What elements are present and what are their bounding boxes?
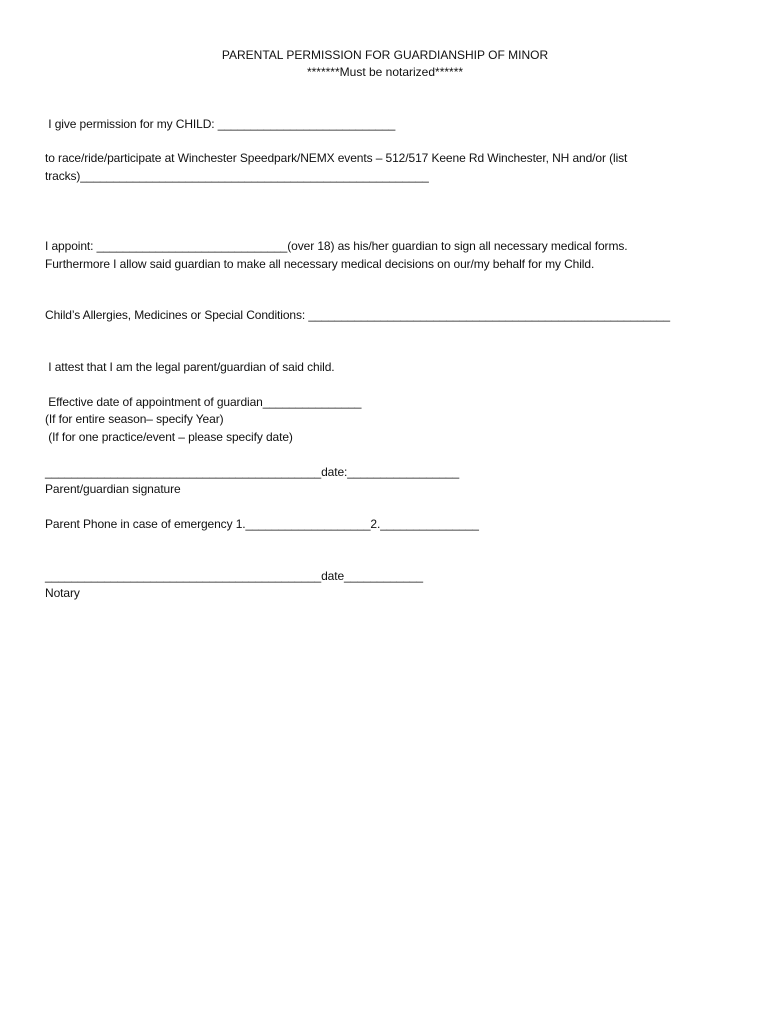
- medical-decisions-line: Furthermore I allow said guardian to make all necessary medical decisions on our/my behalf for my Child.: [45, 257, 595, 271]
- notary-label: Notary: [45, 586, 80, 600]
- emergency-phone-line: Parent Phone in case of emergency 1.___________________2._______________: [45, 517, 479, 531]
- event-note: (If for one practice/event – please specify date): [45, 430, 293, 444]
- effective-date-line: Effective date of appointment of guardian_______________: [45, 395, 362, 409]
- tracks-line: tracks)_____________________________________________________: [45, 169, 429, 183]
- allergies-line: Child’s Allergies, Medicines or Special Conditions: _______________________________________________________: [45, 308, 670, 322]
- attest-line: I attest that I am the legal parent/guardian of said child.: [45, 360, 335, 374]
- parent-signature-label: Parent/guardian signature: [45, 482, 181, 496]
- appoint-guardian-line: I appoint: _____________________________(over 18) as his/her guardian to sign all necessary medical forms.: [45, 239, 628, 253]
- notary-signature-line: __________________________________________date____________: [45, 569, 423, 583]
- child-permission-line: I give permission for my CHILD: ___________________________: [45, 117, 396, 131]
- season-note: (If for entire season– specify Year): [45, 412, 224, 426]
- race-permission-line: to race/ride/participate at Winchester Speedpark/NEMX events – 512/517 Keene Rd Winchester, NH and/or (list: [45, 151, 628, 165]
- parent-signature-line: __________________________________________date:_________________: [45, 465, 460, 479]
- document-title: PARENTAL PERMISSION FOR GUARDIANSHIP OF MINOR: [221, 48, 549, 62]
- notarized-notice: *******Must be notarized******: [306, 65, 464, 79]
